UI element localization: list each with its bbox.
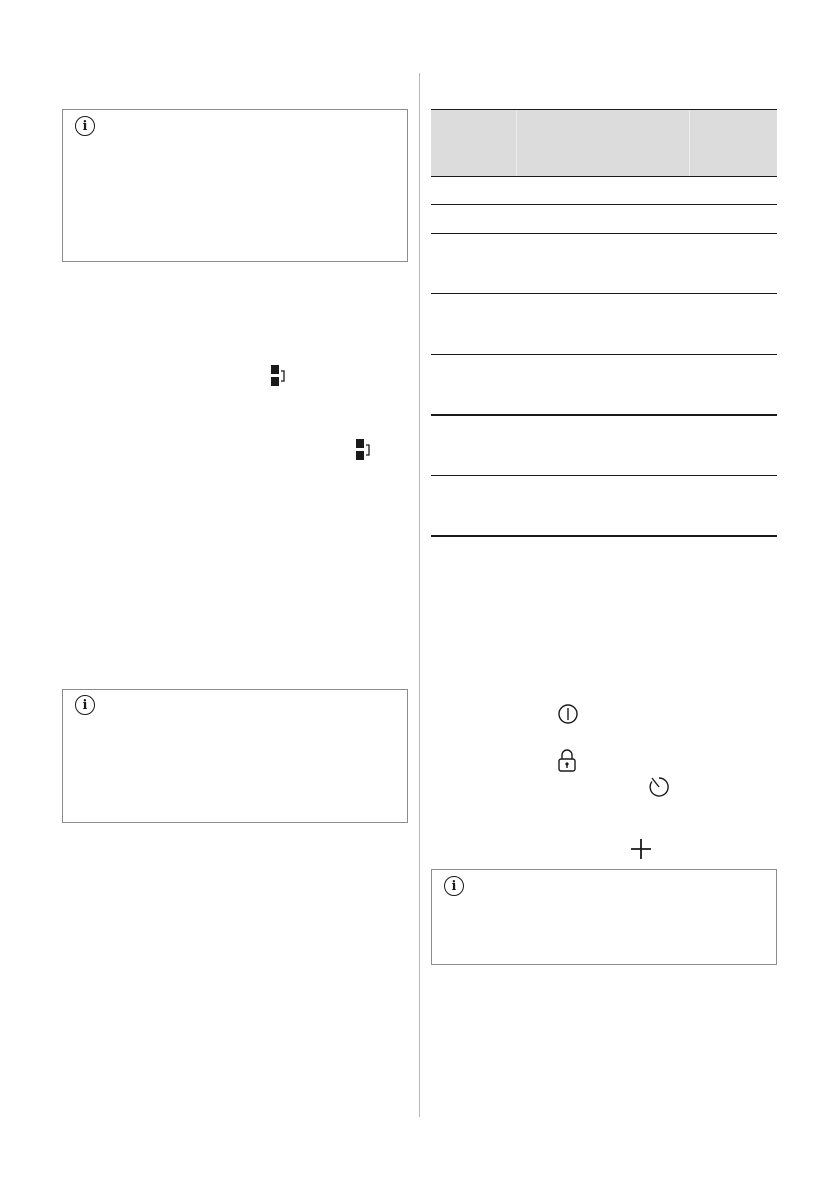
info-note-box xyxy=(431,869,777,965)
table-column-divider xyxy=(689,110,690,176)
table-row-rule xyxy=(431,293,777,294)
table-row-rule xyxy=(431,354,777,355)
pairing-icon xyxy=(271,365,285,387)
table-row-rule xyxy=(431,475,777,476)
lock-icon xyxy=(556,749,578,773)
info-note-box xyxy=(62,689,408,823)
info-icon: i xyxy=(75,116,95,136)
table-row-rule xyxy=(431,233,777,234)
info-icon: i xyxy=(444,876,464,896)
table-column-divider xyxy=(516,110,517,176)
table-row-rule xyxy=(431,414,777,416)
table-row-rule xyxy=(431,535,777,537)
plus-icon xyxy=(629,837,653,861)
power-icon xyxy=(557,703,579,725)
column-divider xyxy=(419,73,420,1117)
info-note-box xyxy=(62,109,408,262)
table-row-rule xyxy=(431,204,777,205)
info-icon: i xyxy=(75,695,95,715)
timer-icon xyxy=(647,775,671,799)
table-header xyxy=(431,109,777,176)
table-row-rule xyxy=(431,176,777,177)
pairing-icon xyxy=(356,439,370,461)
